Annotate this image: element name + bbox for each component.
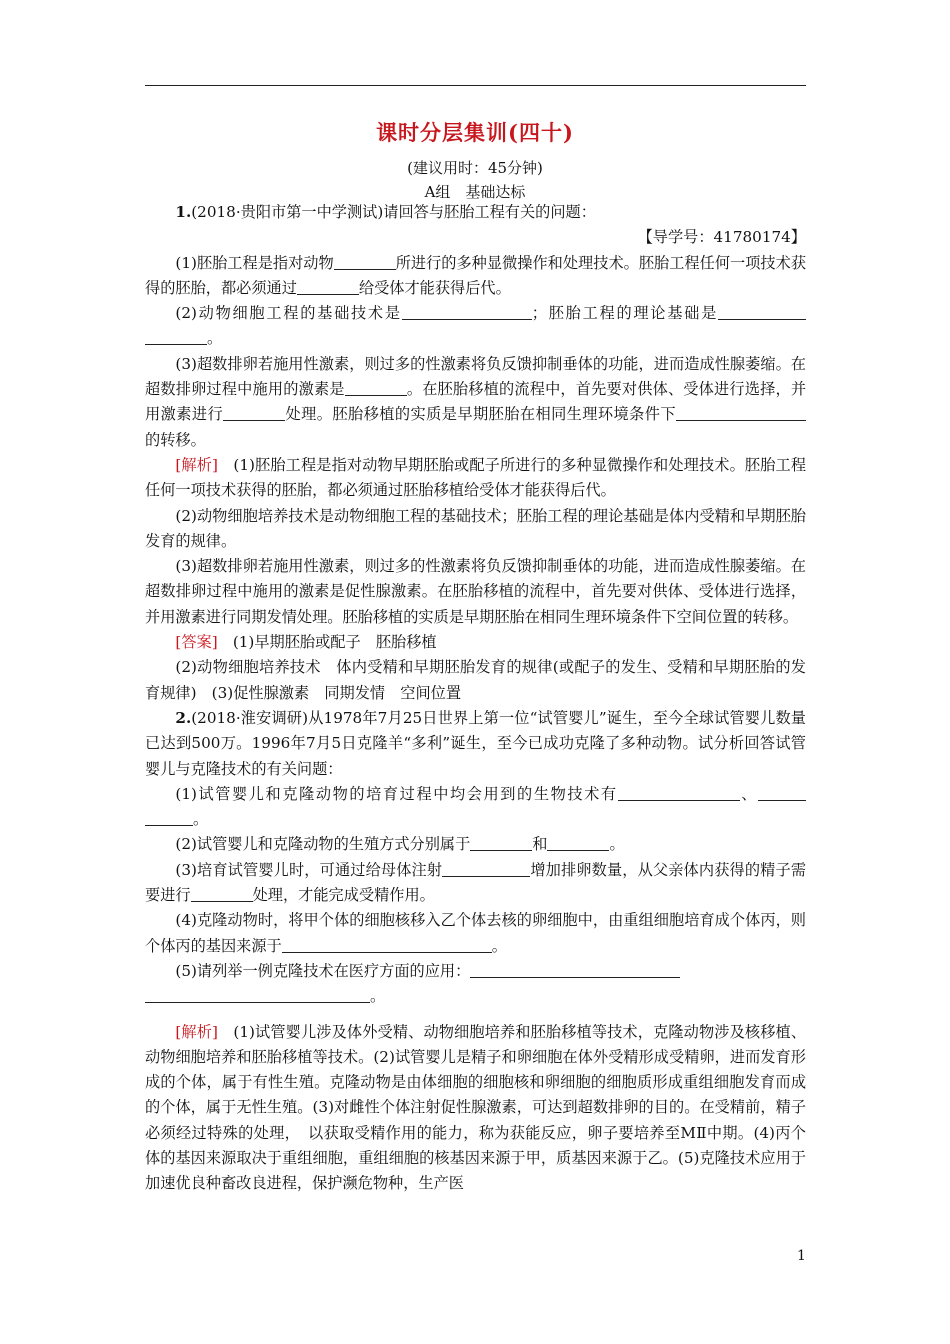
blank[interactable]	[442, 860, 530, 877]
q2-analysis: [解析] (1)试管婴儿涉及体外受精、动物细胞培养和胚胎移植等技术，克隆动物涉及核移植、动物细胞培养和胚胎移植等技术。(2)试管婴儿是精子和卵细胞在体外受精形成受精卵，进而发育形成的个体，属于有性生殖。克隆动物是由体细胞的细胞核和卵细胞的细胞质形成重组细胞发育而成的个体，属于无性生殖。(3)对雌性个体注射促性腺激素，可达到超数排卵的目的。在受精前，精子必须经过特殊的处理， 以获取受精作用的能力，称为获能反应，卵子要培养至MⅡ中期。(4)丙个体的基因来源取决于重组细胞，重组细胞的核基因来源于甲，质基因来源于乙。(5)克隆技术应用于加速优良种畜改良进程，保护濒危物种，生产医	[145, 1022, 807, 1193]
analysis-tag: [解析]	[175, 1022, 218, 1041]
blank[interactable]	[345, 379, 407, 396]
blank[interactable]	[334, 253, 396, 270]
blank[interactable]	[145, 809, 193, 826]
q1-answer-2: (2)动物细胞培养技术 体内受精和早期胚胎发育的规律(或配子的发生、受精和早期胚胎的发育规律) (3)促性腺激素 同期发情 空间位置	[145, 658, 806, 702]
q2-part3: (3)培育试管婴儿时，可通过给母体注射 增加排卵数量，从父亲体内获得的精子需要进行 处理，才能完成受精作用。	[145, 860, 807, 905]
q1-number: 1.	[175, 203, 192, 221]
blank[interactable]	[191, 885, 253, 902]
blank[interactable]	[402, 303, 532, 320]
q2-number: 2.	[175, 708, 192, 727]
blank[interactable]	[676, 404, 806, 421]
q1-part2: (2)动物细胞工程的基础技术是 ；胚胎工程的理论基础是。	[145, 301, 806, 352]
page-title: 课时分层集训(四十)	[376, 120, 574, 145]
blank[interactable]	[718, 303, 806, 320]
q2-part4: (4)克隆动物时，将甲个体的细胞核移入乙个体去核的卵细胞中，由重组细胞培育成个体丙，则个体丙的基因来源于 。	[145, 911, 806, 955]
blank[interactable]	[145, 328, 207, 345]
q1-part1: (1)胚胎工程是指对动物 所进行的多种显微操作和处理技术。胚胎工程任何一项技术获得的胚胎，都必须通过 给受体才能获得后代。	[145, 253, 807, 297]
q2-part1: (1)试管婴儿和克隆动物的培育过程中均会用到的生物技术有 、。	[145, 782, 806, 833]
q2-stem: 2.(2018·淮安调研)从1978年7月25日世界上第一位“试管婴儿”诞生，至今全球试管婴儿数量已达到500万。1996年7月5日克隆羊“多利”诞生，至今已成功克隆了多种动物。试分析回答试管婴儿与克隆技术的有关问题：	[145, 708, 806, 778]
blank[interactable]	[145, 986, 370, 1003]
suggested-time: (建议用时：45分钟)	[407, 159, 543, 177]
blank[interactable]	[223, 404, 285, 421]
blank[interactable]	[758, 784, 806, 801]
q1-answer-1: [答案] (1)早期胚胎或配子 胚胎移植	[175, 633, 437, 652]
blank[interactable]	[470, 961, 680, 978]
blank[interactable]	[282, 936, 492, 953]
q2-part2: (2)试管婴儿和克隆动物的生殖方式分别属于 和 。	[175, 835, 625, 854]
group-label: A组 基础达标	[424, 183, 526, 201]
q1-part3: (3)超数排卵若施用性激素，则过多的性激素将负反馈抑制垂体的功能，进而造成性腺萎缩。在超数排卵过程中施用的激素是 。在胚胎移植的流程中，首先要对供体、受体进行选择，并用激素进行 处理。胚胎移植的实质是早期胚胎在相同生理环境条件下的转移。	[145, 354, 807, 449]
page-number: 1	[797, 1248, 806, 1264]
q1-analysis-3: (3)超数排卵若施用性激素，则过多的性激素将负反馈抑制垂体的功能，进而造成性腺萎缩。在超数排卵过程中施用的激素是促性腺激素。在胚胎移植的流程中，首先要对供体、受体进行选择，并用激素进行同期发情处理。胚胎移植的实质是早期胚胎在相同生理环境条件下空间位置的转移。	[145, 557, 806, 626]
document-body	[145, 200, 806, 1197]
blank[interactable]	[547, 834, 609, 851]
blank[interactable]	[470, 834, 532, 851]
header-rule	[145, 85, 806, 86]
analysis-tag: [解析]	[175, 455, 218, 474]
blank[interactable]	[618, 784, 740, 801]
answer-tag: [答案]	[175, 633, 218, 652]
q2-source: (2018·淮安调研)	[191, 708, 309, 727]
q1-analysis-1: [解析] (1)胚胎工程是指对动物早期胚胎或配子所进行的多种显微操作和处理技术。胚胎工程任何一项技术获得的胚胎，都必须通过胚胎移植给受体才能获得后代。	[145, 455, 807, 500]
q1-stem: 1.(2018·贵阳市第一中学测试)请回答与胚胎工程有关的问题：	[175, 203, 596, 221]
q1-source: (2018·贵阳市第一中学测试)	[191, 203, 384, 221]
q1-analysis-2: (2)动物细胞培养技术是动物细胞工程的基础技术；胚胎工程的理论基础是体内受精和早期胚胎发育的规律。	[145, 506, 806, 550]
q2-part5: (5)请列举一例克隆技术在医疗方面的应用： 。	[145, 959, 806, 1010]
blank[interactable]	[297, 278, 359, 295]
guide-number: 【导学号：41780174】	[637, 228, 806, 247]
